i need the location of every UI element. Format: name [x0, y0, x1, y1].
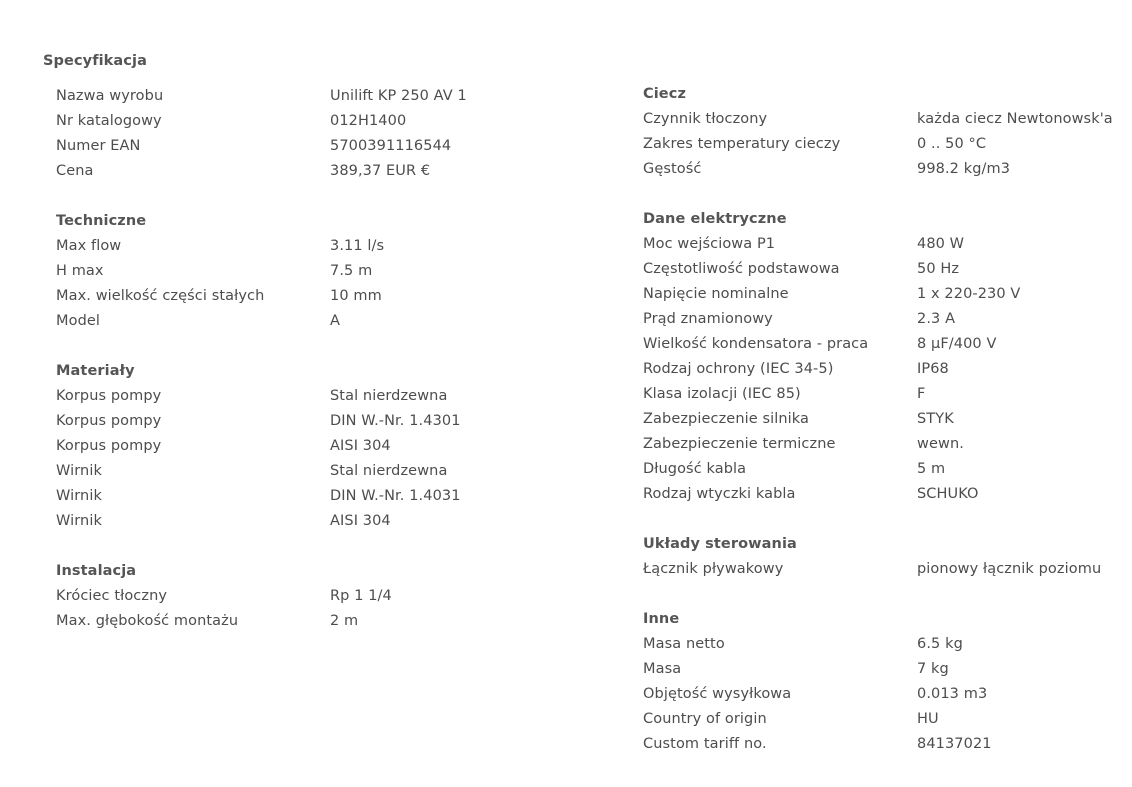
spec-label: Korpus pompy — [56, 388, 162, 404]
spec-label: Częstotliwość podstawowa — [643, 261, 840, 277]
spec-value: Rp 1 1/4 — [330, 588, 392, 604]
spec-label: Nazwa wyrobu — [56, 88, 164, 104]
spec-value: wewn. — [917, 436, 964, 452]
spec-label: Łącznik pływakowy — [643, 561, 784, 577]
spec-value: DIN W.-Nr. 1.4031 — [330, 488, 461, 504]
spec-label: Zabezpieczenie termiczne — [643, 436, 836, 452]
spec-value: 480 W — [917, 236, 965, 252]
section-heading: Inne — [643, 611, 680, 627]
spec-value: 7.5 m — [330, 263, 373, 279]
section-heading: Materiały — [56, 363, 135, 379]
spec-value: 8 µF/400 V — [917, 336, 997, 352]
spec-label: Rodzaj wtyczki kabla — [643, 486, 796, 502]
spec-label: Model — [56, 313, 101, 329]
spec-value: 7 kg — [917, 661, 949, 677]
spec-value: 6.5 kg — [917, 636, 963, 652]
spec-label: Masa netto — [643, 636, 725, 652]
section-heading: Dane elektryczne — [643, 211, 787, 227]
section-heading: Techniczne — [56, 213, 147, 229]
section-heading: Ciecz — [643, 86, 686, 102]
spec-label: Wielkość kondensatora - praca — [643, 336, 869, 352]
spec-label: H max — [56, 263, 104, 279]
section-heading: Instalacja — [56, 563, 137, 579]
spec-value: 389,37 EUR € — [330, 163, 431, 179]
spec-label: Wirnik — [56, 513, 102, 529]
spec-value: STYK — [917, 411, 954, 427]
spec-value: 50 Hz — [917, 261, 960, 277]
spec-label: Wirnik — [56, 488, 102, 504]
spec-value: Stal nierdzewna — [330, 388, 448, 404]
spec-value: 012H1400 — [330, 113, 407, 129]
spec-value: 5 m — [917, 461, 946, 477]
spec-value: SCHUKO — [917, 486, 979, 502]
spec-label: Masa — [643, 661, 682, 677]
page-title: Specyfikacja — [43, 53, 147, 69]
spec-label: Rodzaj ochrony (IEC 34-5) — [643, 361, 834, 377]
section-heading: Układy sterowania — [643, 536, 797, 552]
spec-label: Gęstość — [643, 161, 702, 177]
spec-label: Klasa izolacji (IEC 85) — [643, 386, 801, 402]
spec-value: IP68 — [917, 361, 949, 377]
spec-label: Korpus pompy — [56, 413, 162, 429]
spec-label: Numer EAN — [56, 138, 141, 154]
spec-value: każda ciecz Newtonowsk'a — [917, 111, 1113, 127]
spec-value: 0 .. 50 °C — [917, 136, 987, 152]
spec-value: 2 m — [330, 613, 359, 629]
spec-label: Cena — [56, 163, 94, 179]
spec-label: Custom tariff no. — [643, 736, 767, 752]
spec-value: AISI 304 — [330, 513, 391, 529]
spec-value: Stal nierdzewna — [330, 463, 448, 479]
spec-value: 10 mm — [330, 288, 382, 304]
spec-value: F — [917, 386, 926, 402]
spec-value: Unilift KP 250 AV 1 — [330, 88, 467, 104]
spec-label: Max flow — [56, 238, 122, 254]
spec-label: Korpus pompy — [56, 438, 162, 454]
spec-value: 2.3 A — [917, 311, 956, 327]
spec-label: Moc wejściowa P1 — [643, 236, 776, 252]
spec-value: HU — [917, 711, 939, 727]
spec-label: Nr katalogowy — [56, 113, 162, 129]
spec-value: 84137021 — [917, 736, 992, 752]
spec-value: DIN W.-Nr. 1.4301 — [330, 413, 461, 429]
spec-label: Zakres temperatury cieczy — [643, 136, 841, 152]
spec-value: 1 x 220-230 V — [917, 286, 1021, 302]
spec-label: Country of origin — [643, 711, 767, 727]
spec-value: 5700391116544 — [330, 138, 452, 154]
spec-label: Wirnik — [56, 463, 102, 479]
spec-label: Max. wielkość części stałych — [56, 288, 265, 304]
spec-label: Czynnik tłoczony — [643, 111, 768, 127]
spec-value: AISI 304 — [330, 438, 391, 454]
spec-label: Napięcie nominalne — [643, 286, 789, 302]
spec-value: pionowy łącznik poziomu — [917, 561, 1102, 577]
spec-label: Króciec tłoczny — [56, 588, 168, 604]
spec-label: Max. głębokość montażu — [56, 613, 239, 629]
spec-label: Zabezpieczenie silnika — [643, 411, 810, 427]
spec-label: Prąd znamionowy — [643, 311, 773, 327]
spec-label: Długość kabla — [643, 461, 747, 477]
spec-label: Objętość wysyłkowa — [643, 686, 792, 702]
spec-value: A — [330, 313, 341, 329]
spec-value: 3.11 l/s — [330, 238, 385, 254]
spec-value: 0.013 m3 — [917, 686, 988, 702]
spec-value: 998.2 kg/m3 — [917, 161, 1011, 177]
